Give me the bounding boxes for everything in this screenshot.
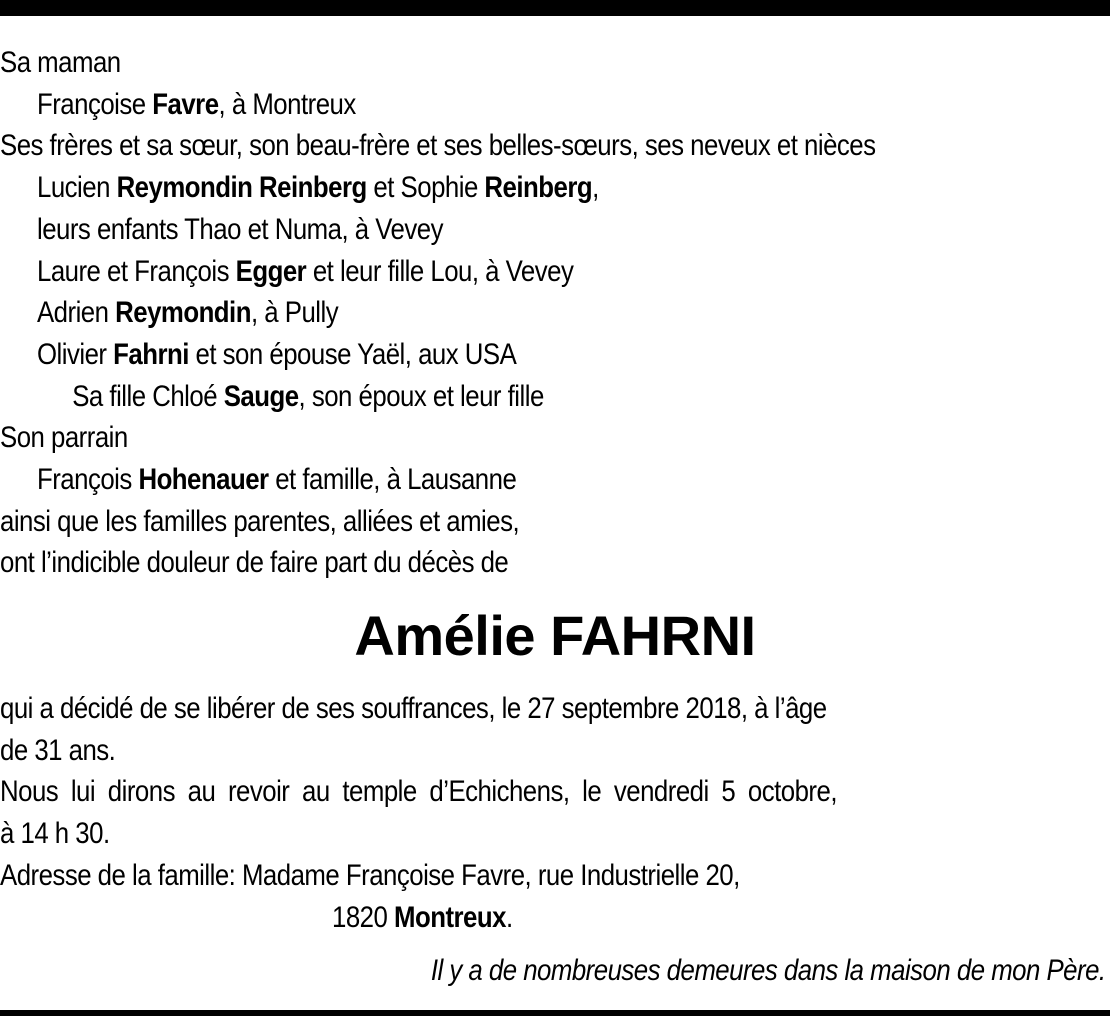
detail-line: Adresse de la famille: Madame Françoise Favre, rue Industrielle 20, [0, 858, 740, 892]
intro-line: François Hohenauer et famille, à Lausanne [36, 463, 517, 497]
deceased-name: Amélie FAHRNI [354, 604, 756, 667]
surname: Favre [152, 87, 219, 121]
intro-line: Sa maman [0, 46, 121, 79]
surname: Reymondin Reinberg [116, 171, 367, 205]
surname: Egger [235, 254, 307, 288]
intro-line: leurs enfants Thao et Numa, à Vevey [36, 212, 443, 246]
city: Montreux [393, 900, 506, 934]
detail-line: Nous lui dirons au revoir au temple d’Echichens, le vendredi 5 octobre, [0, 775, 837, 809]
surname: Hohenauer [138, 463, 269, 497]
announcement-details [0, 688, 1110, 938]
intro-line: Laure et François Egger et leur fille Lou, à Vevey [36, 254, 574, 288]
detail-line: à 14 h 30. [0, 817, 110, 851]
intro-line: Sa fille Chloé Sauge, son époux et leur fille [72, 379, 544, 413]
surname: Reinberg [484, 171, 593, 205]
surname: Fahrni [113, 337, 189, 371]
intro-line: Ses frères et sa sœur, son beau-frère et ses belles-sœurs, ses neveux et nièces [0, 129, 876, 163]
intro-line: ainsi que les familles parentes, alliées et amies, [0, 504, 520, 538]
intro-line: Son parrain [0, 421, 128, 455]
closing-verse: Il y a de nombreuses demeures dans la maison de mon Père. [431, 954, 1106, 987]
top-rule [0, 0, 1110, 16]
detail-line: 1820 Montreux. [332, 900, 513, 934]
detail-line: qui a décidé de se libérer de ses souffrances, le 27 septembre 2018, à l’âge [0, 692, 827, 725]
intro-line: ont l’indicible douleur de faire part du décès de [0, 546, 509, 580]
detail-line: de 31 ans. [0, 733, 116, 767]
intro-line: Françoise Favre, à Montreux [36, 87, 356, 121]
surname: Reymondin [115, 296, 251, 330]
surname: Sauge [223, 379, 299, 413]
announcement-intro [0, 42, 955, 584]
intro-line: Lucien Reymondin Reinberg et Sophie Reinberg, [36, 171, 599, 205]
bottom-rule [0, 1010, 1110, 1016]
intro-line: Adrien Reymondin, à Pully [36, 296, 339, 330]
intro-line: Olivier Fahrni et son épouse Yaël, aux USA [36, 337, 517, 371]
